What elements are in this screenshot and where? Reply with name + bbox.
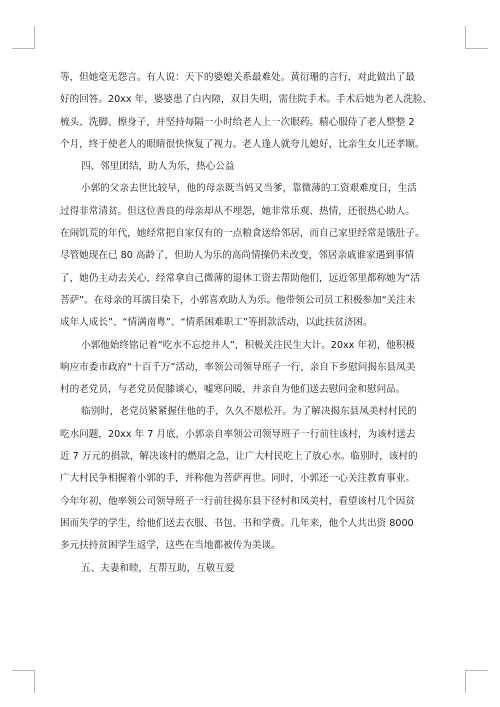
paragraph-first-line: 小郭的父亲去世比较早，他的母亲既当妈又当爹，靠微薄的工资艰难度日，生活 xyxy=(81,183,417,195)
text-line: 尽管她现在已 80 高龄了，但助人为乐的高尚情操仍未改变，邻居亲戚谁家遇到事情 xyxy=(60,250,415,262)
paragraph-first-line: 临别时，老党员紧紧握住他的手，久久不愿松开。为了解决揭东县凤美村村民的 xyxy=(81,406,417,418)
text-line: 困而失学的学生，给他们送去衣服、书包、书和学费。几年来，他个人共出资 8000 xyxy=(60,517,414,529)
crop-mark-bottom-right xyxy=(465,670,488,693)
text-line: 广大村民争相握着小郭的手，并称他为菩萨再世。同时，小郭还一心关注教育事业。 xyxy=(60,473,415,485)
text-line: 个月，终于使老人的眼睛很快恢复了视力。老人逢人就夸儿媳好，比亲生女儿还孝顺。 xyxy=(60,138,425,150)
text-line: 等，但她毫无怨言。有人说：天下的婆媳关系最难处。黄衍珊的言行，对此做出了最 xyxy=(60,72,415,83)
crop-mark-top-left xyxy=(12,26,35,49)
section-heading-5: 五、夫妻和睦，互帮互助，互敬互爱 xyxy=(81,562,235,574)
text-line: 村的老党员，与老党员促膝谈心，嘘寒问暖，并亲自为他们送去慰问金和慰问品。 xyxy=(60,384,406,396)
text-line: 菩萨”。在母亲的耳濡目染下，小郭喜欢助人为乐。他带领公司员工积极参加“关注未 xyxy=(60,294,416,306)
text-line: 成年人成长”、“情满南粤”、“情系困难职工”等捐款活动，以此扶贫济困。 xyxy=(60,317,373,329)
text-line: 过得非常清贫。但这位善良的母亲却从不埋怨，她非常乐观、热情，还很热心助人。 xyxy=(60,205,415,217)
text-line: 吃水问题，20xx 年 7 月底，小郭亲自率领公司领导班子一行前往该村，为该村送去 xyxy=(60,428,416,440)
text-line: 多元扶持贫困学生返学，这些在当地都被传为美谈。 xyxy=(60,540,281,552)
text-line: 在闹饥荒的年代，她经常把自家仅有的一点粮食送给邻居，而自己家里经常是饿肚子。 xyxy=(60,228,425,240)
paragraph-first-line: 小郭他始终铭记着“吃水不忘挖井人”，积极关注民生大计。20xx 年初，他积极 xyxy=(81,339,415,351)
text-line: 响应市委市政府“十百千万”活动，率领公司领导班子一行，亲自下乡慰问揭东县凤美 xyxy=(60,361,416,373)
section-heading-4: 四、邻里团结，助人为乐，热心公益 xyxy=(81,161,235,173)
text-line: 近 7 万元的捐款，解决该村的燃眉之急，让广大村民吃上了放心水。临别时，该村的 xyxy=(60,451,418,463)
crop-mark-top-right xyxy=(465,26,488,49)
crop-mark-bottom-left xyxy=(12,670,35,693)
text-line: 了，她仍主动去关心，经常拿自己微薄的退休工资去帮助他们，远近邻里都称她为“活 xyxy=(60,272,420,284)
document-body xyxy=(60,67,448,580)
text-line: 梳头、洗脚、擦身子，并坚持每隔一小时给老人上一次眼药。精心服侍了老人整整 2 xyxy=(60,116,415,128)
text-line: 今年年初，他率领公司领导班子一行前往揭东县下径村和凤美村，看望该村几个因贫 xyxy=(60,495,415,507)
text-line: 好的回答。20xx 年，婆婆患了白内障，双目失明，需住院手术。手术后她为老人洗脸、 xyxy=(60,94,432,106)
